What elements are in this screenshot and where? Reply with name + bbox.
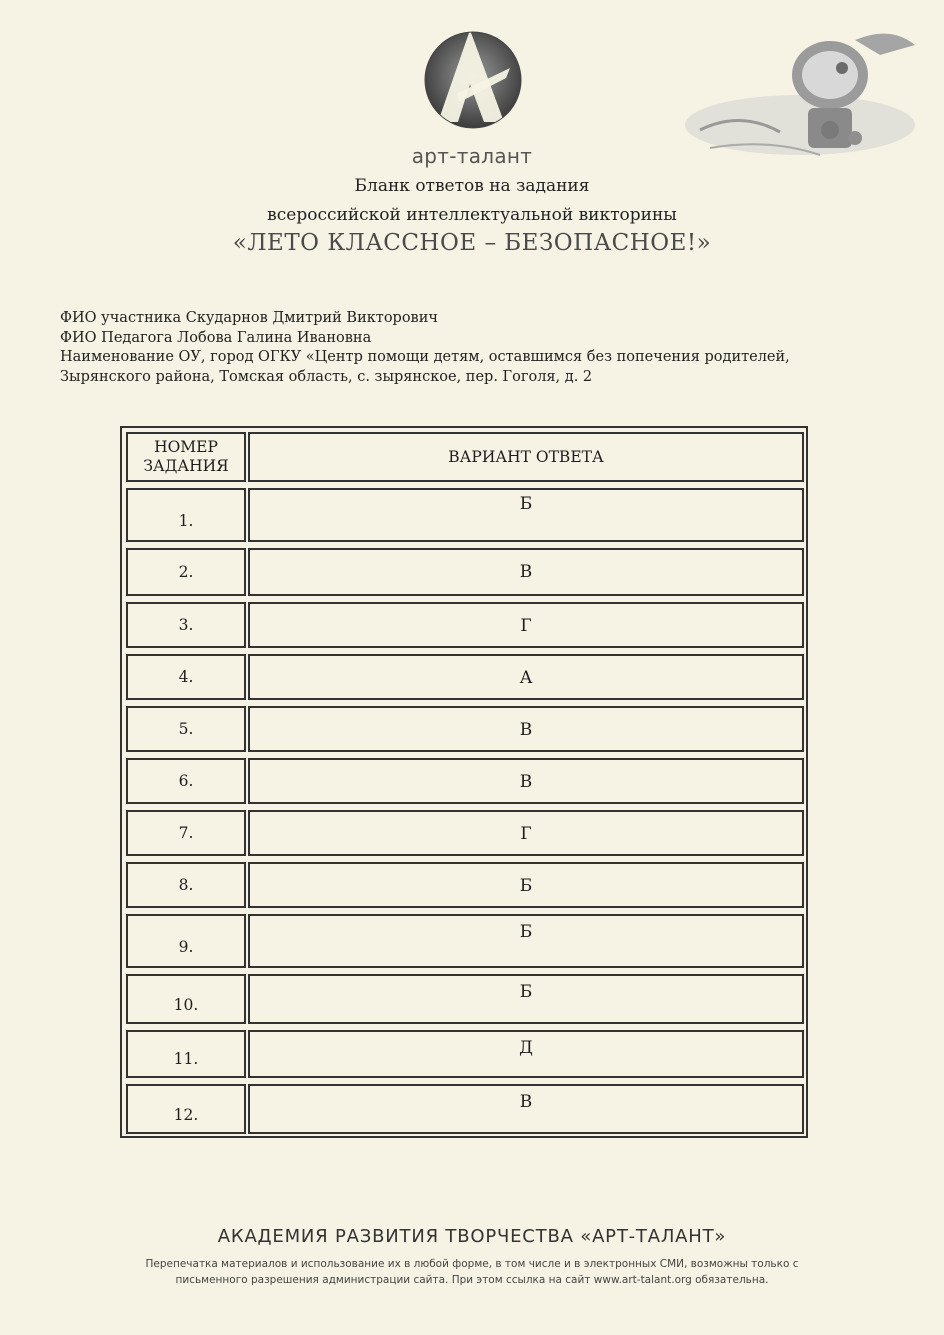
table-row <box>122 858 806 910</box>
answer-value: А <box>248 654 804 700</box>
task-number: 3. <box>126 602 246 648</box>
task-number: 6. <box>126 758 246 804</box>
copyright-note <box>80 1256 864 1288</box>
answer-value: Б <box>248 974 804 1024</box>
answer-variant-header: ВАРИАНТ ОТВЕТА <box>248 432 804 482</box>
task-number: 11. <box>126 1030 246 1078</box>
teacher-name: ФИО Педагога Лобова Галина Ивановна <box>60 329 372 346</box>
task-number: 8. <box>126 862 246 908</box>
table-row <box>122 484 806 544</box>
table-row <box>122 970 806 1026</box>
brand-name: арт-талант <box>411 144 533 168</box>
table-row <box>122 754 806 806</box>
table-row <box>122 1080 806 1136</box>
task-number: 12. <box>126 1084 246 1134</box>
answer-value: Г <box>248 602 804 648</box>
table-row <box>122 544 806 598</box>
answer-value: В <box>248 706 804 752</box>
task-number: 5. <box>126 706 246 752</box>
answer-value: Б <box>248 488 804 542</box>
answer-value: В <box>248 548 804 596</box>
task-number-header-line1: НОМЕР <box>154 438 218 456</box>
participant-info <box>60 309 790 387</box>
table-row <box>122 650 806 702</box>
quiz-name: «ЛЕТО КЛАССНОЕ – БЕЗОПАСНОЕ!» <box>232 230 712 256</box>
answer-value: В <box>248 1084 804 1134</box>
answers-table <box>120 426 808 1138</box>
answer-value: Д <box>248 1030 804 1078</box>
task-number: 10. <box>126 974 246 1024</box>
copyright-note-line2: письменного разрешения администрации сайта. При этом ссылка на сайт www.art-talant.org обязательна. <box>175 1274 769 1286</box>
table-row <box>122 598 806 650</box>
task-number: 9. <box>126 914 246 968</box>
task-number: 7. <box>126 810 246 856</box>
copyright-note-line1: Перепечатка материалов и использование их в любой форме, в том числе и в электронных СМИ, возможны только с <box>145 1258 799 1270</box>
task-number-header <box>126 432 246 482</box>
answer-value: Б <box>248 914 804 968</box>
school-name-line2: Зырянского района, Томская область, с. зырянское, пер. Гоголя, д. 2 <box>60 368 593 385</box>
rocket-illustration-icon <box>680 20 920 170</box>
sheet-title: Бланк ответов на задания <box>354 176 590 196</box>
table-row <box>122 702 806 754</box>
school-name-line1: Наименование ОУ, город ОГКУ «Центр помощи детям, оставшимся без попечения родителей, <box>60 349 790 365</box>
task-number: 4. <box>126 654 246 700</box>
task-number-header-line2: ЗАДАНИЯ <box>143 457 229 475</box>
answer-value: В <box>248 758 804 804</box>
task-number: 2. <box>126 548 246 596</box>
table-row <box>122 1026 806 1080</box>
participant-name: ФИО участника Скударнов Дмитрий Викторович <box>60 310 438 326</box>
academy-name: АКАДЕМИЯ РАЗВИТИЯ ТВОРЧЕСТВА «АРТ-ТАЛАНТ» <box>217 1226 727 1247</box>
table-header <box>122 428 806 484</box>
answer-value: Б <box>248 862 804 908</box>
sheet-subtitle: всероссийской интеллектуальной викторины <box>267 205 677 225</box>
answer-value: Г <box>248 810 804 856</box>
task-number: 1. <box>126 488 246 542</box>
table-row <box>122 910 806 970</box>
art-talant-logo-icon <box>418 22 528 142</box>
table-row <box>122 806 806 858</box>
